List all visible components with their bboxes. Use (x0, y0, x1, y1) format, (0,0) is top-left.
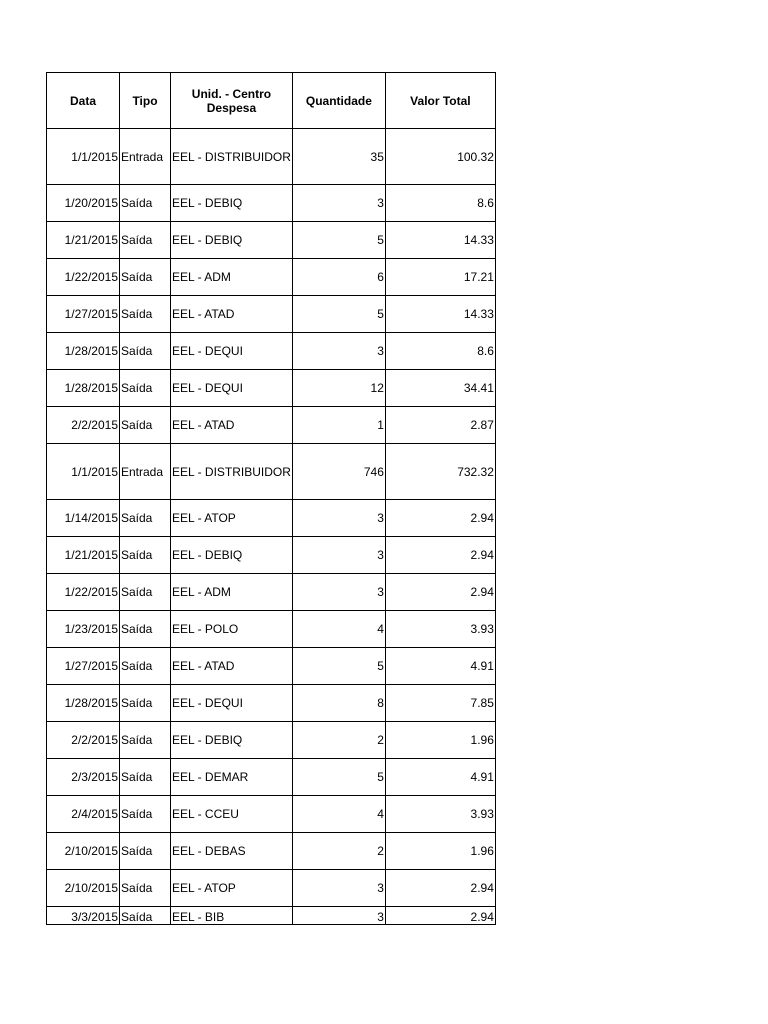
cell-data[interactable]: 1/28/2015 (47, 370, 120, 407)
cell-quantidade[interactable]: 12 (292, 370, 385, 407)
cell-tipo[interactable]: Saída (120, 185, 171, 222)
header-valor-total[interactable]: Valor Total (385, 73, 495, 129)
cell-tipo[interactable]: Saída (120, 574, 171, 611)
cell-data[interactable]: 1/22/2015 (47, 574, 120, 611)
cell-unid-centro-despesa[interactable]: EEL - DEBIQ (171, 222, 293, 259)
cell-tipo[interactable]: Saída (120, 537, 171, 574)
cell-unid-centro-despesa[interactable]: EEL - POLO (171, 611, 293, 648)
cell-tipo[interactable]: Saída (120, 500, 171, 537)
cell-unid-centro-despesa[interactable]: EEL - DEBIQ (171, 722, 293, 759)
cell-unid-centro-despesa[interactable]: EEL - ADM (171, 574, 293, 611)
cell-unid-centro-despesa[interactable]: EEL - DEBIQ (171, 537, 293, 574)
cell-valor-total[interactable]: 14.33 (385, 222, 495, 259)
cell-tipo[interactable]: Saída (120, 833, 171, 870)
spreadsheet-table (46, 72, 496, 925)
cell-tipo[interactable]: Saída (120, 685, 171, 722)
cell-tipo[interactable]: Saída (120, 907, 171, 925)
table-row (47, 796, 496, 833)
cell-tipo[interactable]: Saída (120, 796, 171, 833)
cell-unid-centro-despesa[interactable]: EEL - DEQUI (171, 333, 293, 370)
cell-quantidade[interactable]: 3 (292, 185, 385, 222)
cell-quantidade[interactable]: 6 (292, 259, 385, 296)
table-row (47, 722, 496, 759)
cell-quantidade[interactable]: 746 (292, 444, 385, 500)
table-row (47, 685, 496, 722)
cell-unid-centro-despesa[interactable]: EEL - ATOP (171, 500, 293, 537)
cell-unid-centro-despesa[interactable]: EEL - ATAD (171, 648, 293, 685)
cell-data[interactable]: 1/27/2015 (47, 648, 120, 685)
cell-valor-total[interactable]: 4.91 (385, 648, 495, 685)
cell-unid-centro-despesa[interactable]: EEL - DEQUI (171, 370, 293, 407)
table-row (47, 222, 496, 259)
cell-data[interactable]: 1/27/2015 (47, 296, 120, 333)
cell-data[interactable]: 1/21/2015 (47, 222, 120, 259)
cell-data[interactable]: 1/28/2015 (47, 685, 120, 722)
cell-quantidade[interactable]: 2 (292, 722, 385, 759)
cell-data[interactable]: 2/2/2015 (47, 722, 120, 759)
cell-tipo[interactable]: Saída (120, 722, 171, 759)
header-tipo[interactable]: Tipo (120, 73, 171, 129)
cell-data[interactable]: 1/1/2015 (47, 444, 120, 500)
cell-data[interactable]: 1/1/2015 (47, 129, 120, 185)
cell-tipo[interactable]: Saída (120, 407, 171, 444)
cell-valor-total[interactable]: 2.87 (385, 407, 495, 444)
cell-tipo[interactable]: Saída (120, 759, 171, 796)
table-row (47, 370, 496, 407)
table-row (47, 611, 496, 648)
cell-data[interactable]: 2/3/2015 (47, 759, 120, 796)
cell-valor-total[interactable]: 2.94 (385, 907, 495, 925)
cell-data[interactable]: 1/21/2015 (47, 537, 120, 574)
table-body (47, 129, 496, 925)
cell-quantidade[interactable]: 3 (292, 574, 385, 611)
table-row (47, 759, 496, 796)
cell-valor-total[interactable]: 732.32 (385, 444, 495, 500)
header-data[interactable]: Data (47, 73, 120, 129)
cell-quantidade[interactable]: 3 (292, 500, 385, 537)
cell-valor-total[interactable]: 2.94 (385, 537, 495, 574)
table-row (47, 500, 496, 537)
cell-unid-centro-despesa[interactable]: EEL - ATAD (171, 296, 293, 333)
cell-quantidade[interactable]: 8 (292, 685, 385, 722)
cell-data[interactable]: 1/23/2015 (47, 611, 120, 648)
header-unid-centro-despesa[interactable]: Unid. - Centro Despesa (171, 73, 293, 129)
cell-quantidade[interactable]: 4 (292, 611, 385, 648)
cell-quantidade[interactable]: 3 (292, 333, 385, 370)
cell-data[interactable]: 1/28/2015 (47, 333, 120, 370)
cell-valor-total[interactable]: 17.21 (385, 259, 495, 296)
cell-unid-centro-despesa[interactable]: EEL - DEMAR (171, 759, 293, 796)
cell-valor-total[interactable]: 1.96 (385, 833, 495, 870)
table-row (47, 296, 496, 333)
cell-tipo[interactable]: Saída (120, 333, 171, 370)
cell-unid-centro-despesa[interactable]: EEL - ATAD (171, 407, 293, 444)
table-row (47, 407, 496, 444)
cell-tipo[interactable]: Saída (120, 648, 171, 685)
cell-tipo[interactable]: Entrada (120, 444, 171, 500)
cell-valor-total[interactable]: 3.93 (385, 611, 495, 648)
cell-tipo[interactable]: Saída (120, 222, 171, 259)
cell-quantidade[interactable]: 5 (292, 222, 385, 259)
table-row (47, 185, 496, 222)
cell-unid-centro-despesa[interactable]: EEL - CCEU (171, 796, 293, 833)
header-row (47, 73, 496, 129)
cell-data[interactable]: 3/3/2015 (47, 907, 120, 925)
header-quantidade[interactable]: Quantidade (292, 73, 385, 129)
cell-unid-centro-despesa[interactable]: EEL - DISTRIBUIDOR (171, 444, 293, 500)
cell-valor-total[interactable]: 3.93 (385, 796, 495, 833)
cell-tipo[interactable]: Saída (120, 296, 171, 333)
cell-unid-centro-despesa[interactable]: EEL - ATOP (171, 870, 293, 907)
cell-unid-centro-despesa[interactable]: EEL - DISTRIBUIDOR (171, 129, 293, 185)
cell-quantidade[interactable]: 5 (292, 648, 385, 685)
table-row (47, 870, 496, 907)
cell-tipo[interactable]: Entrada (120, 129, 171, 185)
table-row (47, 444, 496, 500)
cell-valor-total[interactable]: 1.96 (385, 722, 495, 759)
table-row (47, 907, 496, 925)
cell-tipo[interactable]: Saída (120, 370, 171, 407)
cell-quantidade[interactable]: 3 (292, 537, 385, 574)
cell-tipo[interactable]: Saída (120, 870, 171, 907)
cell-valor-total[interactable]: 34.41 (385, 370, 495, 407)
cell-quantidade[interactable]: 3 (292, 870, 385, 907)
cell-valor-total[interactable]: 2.94 (385, 574, 495, 611)
cell-tipo[interactable]: Saída (120, 259, 171, 296)
cell-data[interactable]: 1/22/2015 (47, 259, 120, 296)
table-row (47, 574, 496, 611)
cell-tipo[interactable]: Saída (120, 611, 171, 648)
cell-data[interactable]: 2/10/2015 (47, 870, 120, 907)
cell-valor-total[interactable]: 2.94 (385, 870, 495, 907)
cell-valor-total[interactable]: 7.85 (385, 685, 495, 722)
cell-quantidade[interactable]: 1 (292, 407, 385, 444)
cell-valor-total[interactable]: 2.94 (385, 500, 495, 537)
cell-quantidade[interactable]: 2 (292, 833, 385, 870)
cell-quantidade[interactable]: 5 (292, 296, 385, 333)
cell-unid-centro-despesa[interactable]: EEL - BIB (171, 907, 293, 925)
cell-quantidade[interactable]: 4 (292, 796, 385, 833)
cell-unid-centro-despesa[interactable]: EEL - ADM (171, 259, 293, 296)
cell-data[interactable]: 1/14/2015 (47, 500, 120, 537)
cell-valor-total[interactable]: 100.32 (385, 129, 495, 185)
cell-quantidade[interactable]: 3 (292, 907, 385, 925)
cell-valor-total[interactable]: 4.91 (385, 759, 495, 796)
table-row (47, 537, 496, 574)
cell-valor-total[interactable]: 8.6 (385, 333, 495, 370)
cell-data[interactable]: 2/4/2015 (47, 796, 120, 833)
cell-valor-total[interactable]: 8.6 (385, 185, 495, 222)
cell-valor-total[interactable]: 14.33 (385, 296, 495, 333)
cell-unid-centro-despesa[interactable]: EEL - DEQUI (171, 685, 293, 722)
table-row (47, 648, 496, 685)
cell-data[interactable]: 2/2/2015 (47, 407, 120, 444)
cell-quantidade[interactable]: 5 (292, 759, 385, 796)
table-row (47, 833, 496, 870)
cell-data[interactable]: 1/20/2015 (47, 185, 120, 222)
table-row (47, 129, 496, 185)
cell-unid-centro-despesa[interactable]: EEL - DEBAS (171, 833, 293, 870)
table-row (47, 259, 496, 296)
cell-quantidade[interactable]: 35 (292, 129, 385, 185)
table-row (47, 333, 496, 370)
cell-unid-centro-despesa[interactable]: EEL - DEBIQ (171, 185, 293, 222)
cell-data[interactable]: 2/10/2015 (47, 833, 120, 870)
